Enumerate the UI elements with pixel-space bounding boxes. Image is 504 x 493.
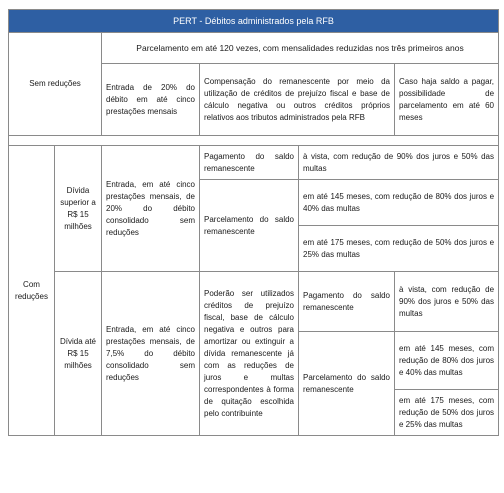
ate-pagamento: Pagamento do saldo remanescente xyxy=(299,272,395,332)
sem-reducoes-compensacao: Compensação do remanescente por meio da utilização de créditos de prejuízo fiscal e base de cálculo negativa ou outros créditos próprios relativos aos tributos administrados pela RFB xyxy=(200,64,395,136)
spacer-row xyxy=(9,136,499,146)
superior-opcao-175: em até 175 meses, com redução de 50% dos juros e 25% das multas xyxy=(299,226,499,272)
com-reducoes-label: Com reduções xyxy=(9,146,55,436)
sem-reducoes-saldo: Caso haja saldo a pagar, possibilidade de parcelamento em até 60 meses xyxy=(395,64,499,136)
superior-pagamento: Pagamento do saldo remanescente xyxy=(200,146,299,180)
pert-table xyxy=(8,9,499,436)
superior-parcelamento: Parcelamento do saldo remanescente xyxy=(200,180,299,272)
ate-entrada: Entrada, em até cinco prestações mensais, de 7,5% do débito consolidado sem reduções xyxy=(102,272,200,436)
ate-creditos: Poderão ser utilizados créditos de prejuízo fiscal, base de cálculo negativa e outros para amortizar ou extinguir a dívida remanescente já com as reduções de juros e multas correspondentes à forma de quitação escolhida pelo contribuinte xyxy=(200,272,299,436)
sem-reducoes-label: Sem reduções xyxy=(9,33,102,136)
superior-pagamento-detalhe: à vista, com redução de 90% dos juros e 50% das multas xyxy=(299,146,499,180)
ate-parcelamento: Parcelamento do saldo remanescente xyxy=(299,332,395,436)
divida-superior: Dívida superior a R$ 15 milhões xyxy=(55,146,102,272)
ate-pagamento-detalhe: à vista, com redução de 90% dos juros e 50% das multas xyxy=(395,272,499,332)
ate-opcao-175: em até 175 meses, com redução de 50% dos juros e 25% das multas xyxy=(395,390,499,436)
parcelamento-header: Parcelamento em até 120 vezes, com mensalidades reduzidas nos três primeiros anos xyxy=(102,33,499,64)
pert-table-container xyxy=(8,9,498,436)
table-title: PERT - Débitos administrados pela RFB xyxy=(9,10,499,33)
superior-entrada: Entrada, em até cinco prestações mensais, de 20% do débito consolidado sem reduções xyxy=(102,146,200,272)
superior-opcao-145: em até 145 meses, com redução de 80% dos juros e 40% das multas xyxy=(299,180,499,226)
sem-reducoes-entrada: Entrada de 20% do débito em até cinco prestações mensais xyxy=(102,64,200,136)
divida-ate: Dívida até R$ 15 milhões xyxy=(55,272,102,436)
ate-opcao-145: em até 145 meses, com redução de 80% dos juros e 40% das multas xyxy=(395,332,499,390)
